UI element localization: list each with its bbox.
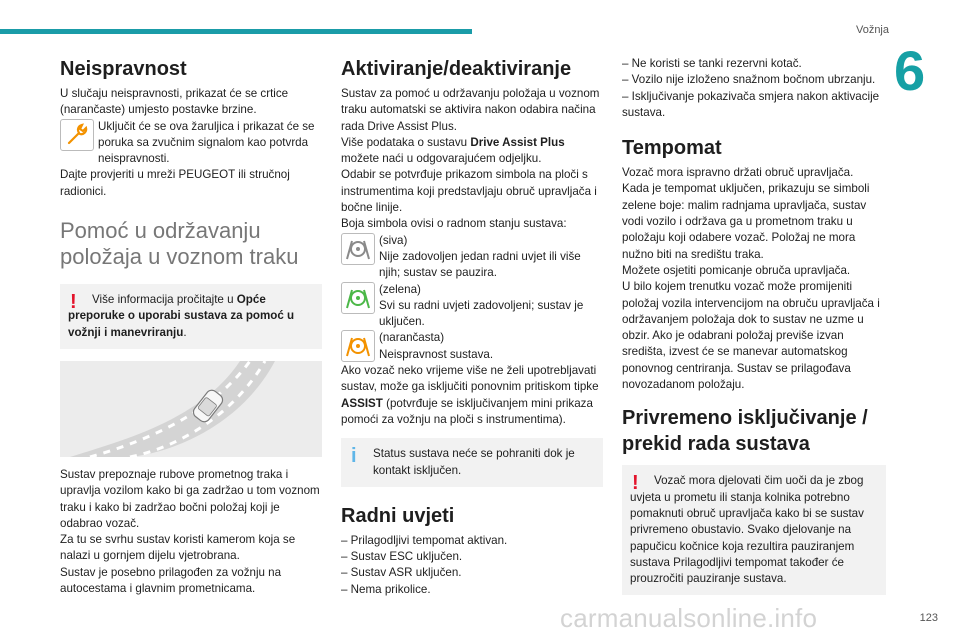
list-item: – Vozilo nije izloženo snažnom bočnom ubrzanju. bbox=[622, 73, 876, 87]
paragraph: U bilo kojem trenutku vozač može promijeniti položaj vozila intervencijom na obruču upravljača i održavanjem položaja dok to sustav ne uzme u obzir. Ako je odabrani položaj previše izvan središta, izvest će se manevar automatskog ponovnog centriranja. Sustav se prilagođava novozadanom položaju. bbox=[622, 280, 880, 392]
warning-note-text: Više informacija pročitajte u Opće preporuke o uporabi sustava za pomoć u vožnji i manevriranju. bbox=[68, 293, 295, 339]
paragraph: Više podataka o sustavu Drive Assist Plus možete naći u odgovarajućem odjeljku. bbox=[341, 135, 565, 166]
list-item: – Isključivanje pokazivača smjera nakon aktivacije sustava. bbox=[622, 89, 880, 119]
list-item: – Ne koristi se tanki rezervni kotač. bbox=[622, 57, 802, 70]
page-number: 123 bbox=[919, 612, 938, 624]
exclamation-icon: ! bbox=[632, 472, 639, 495]
heading-neispravnost: Neispravnost bbox=[60, 58, 187, 80]
info-icon: i bbox=[351, 445, 357, 468]
symbol-green-text: (zelena) Svi su radni uvjeti zadovoljeni; sustav je uključen. bbox=[379, 282, 584, 329]
column-2 bbox=[341, 56, 603, 598]
symbol-green-row bbox=[341, 282, 603, 331]
info-note-text: Status sustava neće se pohraniti dok je kontakt isključen. bbox=[373, 447, 575, 477]
chapter-number: 6 bbox=[894, 39, 926, 102]
list-item: – Sustav ESC uključen. bbox=[341, 550, 463, 564]
warning-note bbox=[60, 284, 322, 349]
list-item: – Nema prikolice. bbox=[341, 582, 431, 596]
header-accent-bar bbox=[0, 29, 472, 34]
column-1 bbox=[60, 56, 322, 597]
symbol-grey-text: (siva) Nije zadovoljen jedan radni uvjet ili više njih; sustav se pauzira. bbox=[379, 233, 581, 280]
heading-pomoc: Pomoć u održavanju položaja u voznom traku bbox=[60, 218, 299, 270]
lane-assist-orange-icon bbox=[341, 330, 375, 362]
info-note bbox=[341, 438, 603, 487]
wrench-warning-text: Uključit će se ova žaruljica i prikazat će se poruka sa zvučnim signalom kao potvrda neispravnosti. bbox=[98, 119, 315, 166]
lane-assist-green-icon bbox=[341, 282, 375, 314]
heading-privremeno: Privremeno isključivanje / prekid rada sustava bbox=[622, 407, 868, 456]
list-item: – Prilagodljivi tempomat aktivan. bbox=[341, 533, 508, 547]
paragraph: Za tu se svrhu sustav koristi kamerom koja se nalazi u gornjem dijelu vjetrobrana. bbox=[60, 533, 296, 563]
paragraph: Ako vozač neko vrijeme više ne želi upotrebljavati sustav, može ga isključiti ponovnim pritiskom tipke ASSIST (potvrđuje se isključivanjem mini prikaza pomoći za vožnju na ploči s instrumentima). bbox=[341, 364, 599, 426]
symbol-orange-row bbox=[341, 330, 603, 363]
paragraph: Vozač mora ispravno držati obruč upravljača. bbox=[622, 166, 854, 180]
lane-assist-grey-icon bbox=[341, 233, 375, 265]
lane-keeping-illustration bbox=[60, 361, 322, 457]
conditions-list-continued bbox=[622, 56, 886, 121]
column-3 bbox=[622, 56, 886, 603]
watermark: carmanualsonline.info bbox=[560, 603, 818, 633]
paragraph: U slučaju neispravnosti, prikazat će se crtice (narančaste) umjesto postavke brzine. bbox=[60, 87, 289, 117]
heading-aktiviranje: Aktiviranje/deaktiviranje bbox=[341, 58, 572, 80]
symbol-grey-row bbox=[341, 233, 603, 282]
warning-note bbox=[622, 465, 886, 595]
paragraph: Sustav je posebno prilagođen za vožnju na autocestama i glavnim prometnicama. bbox=[60, 565, 282, 596]
paragraph: Sustav za pomoć u održavanju položaja u voznom traku automatski se aktivira nakon odabira načina rada Drive Assist Plus. bbox=[341, 87, 600, 133]
paragraph: Sustav prepoznaje rubove prometnog traka i upravlja vozilom kako bi ga zadržao u tom voznom traku i kako bi zadržao bočni položaj koji je odabrao vozač. bbox=[60, 467, 320, 530]
section-name: Vožnja bbox=[855, 24, 889, 36]
wrench-warning-row bbox=[60, 119, 322, 168]
paragraph: Boja simbola ovisi o radnom stanju sustava: bbox=[341, 217, 567, 231]
list-item: – Sustav ASR uključen. bbox=[341, 566, 462, 580]
wrench-icon bbox=[60, 119, 94, 151]
symbol-orange-text: (narančasta) Neispravnost sustava. bbox=[379, 331, 494, 361]
exclamation-icon: ! bbox=[70, 291, 77, 314]
paragraph: Kada je tempomat uključen, prikazuju se simboli zelene boje: malim radnjama upravljača, sustav vodi vozilo i održava ga u prometnom traku u položaju koji odabere vozač. Položaj ne mora nužno biti na središtu traka. bbox=[622, 182, 870, 261]
warning-note-text: Vozač mora djelovati čim uoči da je zbog uvjeta u prometu ili stanja kolnika potrebno pomaknuti obruč upravljača kako bi se sustav privremeno obustavio. Svako djelovanje na papučicu kočnice koja rezultira pauziranjem sustava Prilagodljivi tempomat također će prouzročiti pauziranje sustava. bbox=[630, 474, 864, 586]
conditions-list bbox=[341, 533, 603, 598]
paragraph: Odabir se potvrđuje prikazom simbola na ploči s instrumentima koji predstavljaju obruč upravljača i bočne linije. bbox=[341, 168, 597, 215]
heading-radni-uvjeti: Radni uvjeti bbox=[341, 504, 455, 527]
paragraph: Možete osjetiti pomicanje obruča upravljača. bbox=[622, 263, 851, 277]
heading-tempomat: Tempomat bbox=[622, 137, 722, 160]
paragraph: Dajte provjeriti u mreži PEUGEOT ili stručnoj radionici. bbox=[60, 168, 290, 198]
